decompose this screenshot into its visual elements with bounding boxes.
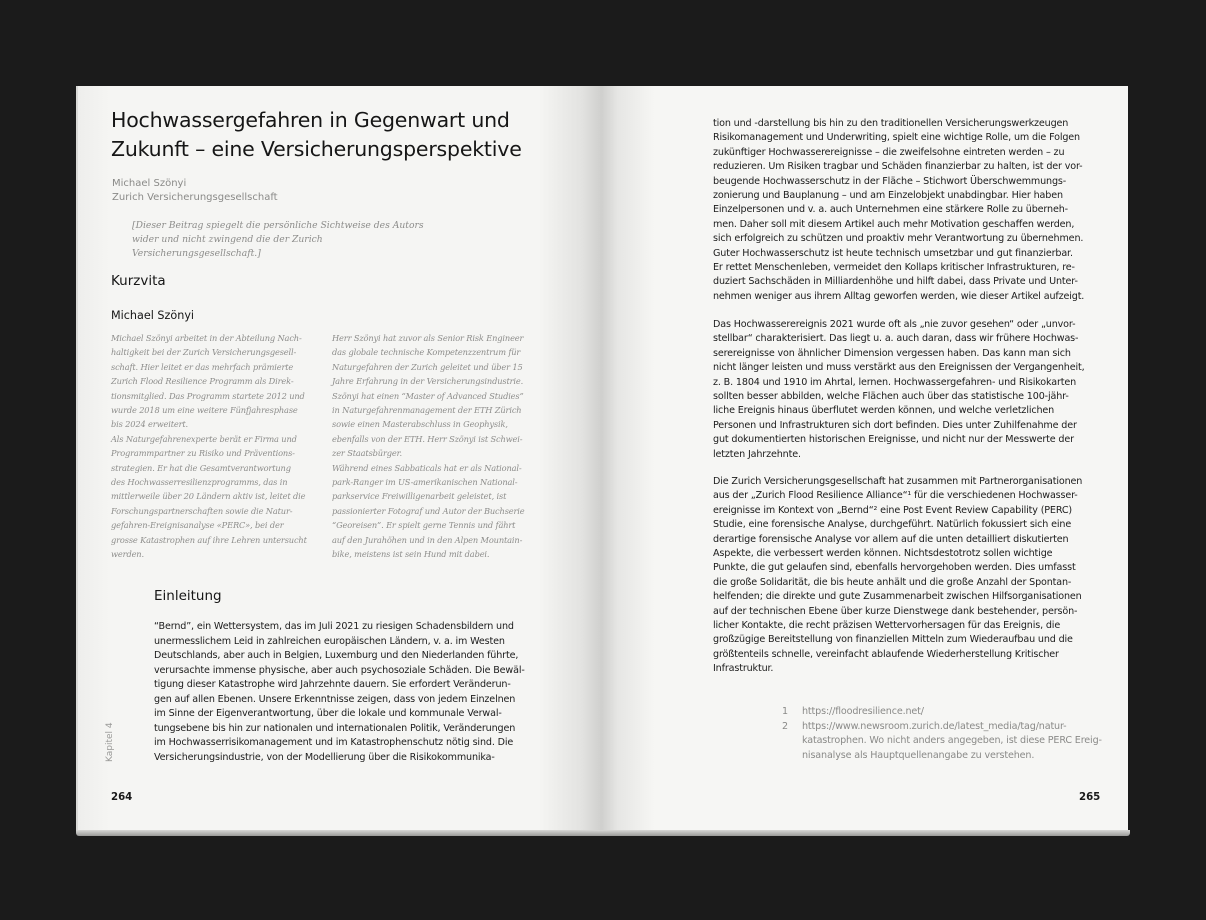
- disclaimer: [Dieser Beitrag spiegelt die persönliche Sichtweise des Autors wider und nicht zwingend die der Zurich Versicherungsgesellschaft.]: [132, 220, 424, 259]
- author-block: [112, 177, 278, 205]
- einleitung-body: “Bernd”, ein Wettersystem, das im Juli 2021 zu riesigen Schadensbildern und unermesslichem Leid in zahlreichen europäischen Ländern, v. a. im Westen Deutschlands, aber auch in Belgien, Luxemburg und den Niederlanden führte, verursachte immense physische, aber auch psychosoziale Schäden. Die Bewäl- tigung dieser Katastrophe wird Jahrzehnte dauern. Sie erfordert Veränderun- gen auf allen Ebenen. Unsere Erkenntnisse zeigen, dass von jedem Einzelnen im Sinne der Eigenverantwortung, über die lokale und kommunale Verwal- tungsebene bis hin zur nationalen und internationalen Politik, Veränderungen im Hochwasserrisikomanagement und im Katastrophenschutz nötig sind. Die Versicherungsindustrie, von der Modellierung über die Risikokommunika-: [154, 621, 525, 763]
- bio-column-1: Michael Szönyi arbeitet in der Abteilung Nach- haltigkeit bei der Zurich Versicherungsgesell- schaft. Hier leitet er das mehrfach prämierte Zurich Flood Resilience Programm als Direk- tionsmitglied. Das Programm startete 2012 und wurde 2018 um eine weitere Fünfjahresphase bis 2024 erweitert. Als Naturgefahrenexperte berät er Firma und Programmpartner zu Risiko und Präventions- strategien. Er hat die Gesamtverantwortung des Hochwasserresilienzprogramms, das in mittlerweile über 20 Ländern aktiv ist, leitet die Forschungspartnerschaften sowie die Natur- gefahren-Ereignisanalyse «PERC», bei der grosse Katastrophen auf ihre Lehren untersucht werden.: [111, 333, 307, 560]
- left-page: [76, 86, 602, 830]
- kurzvita-heading: Kurzvita: [111, 273, 166, 289]
- paragraph-2: Das Hochwasserereignis 2021 wurde oft als „nie zuvor gesehen“ oder „unvor- stellbar“ charakterisiert. Das liegt u. a. auch daran, dass wir frühere Hochwas- serereignisse von ähnlicher Dimension vergessen haben. Das kann man sich nicht länger leisten und muss verstärkt aus den Ereignissen der Vergangenheit, z. B. 1804 und 1910 im Ahrtal, lernen. Hochwassergefahren- und Risikokarten sollten besser abbilden, welche Flächen auch über das statistische 100-jähr- liche Ereignis hinaus überflutet werden können, und welche verletzlichen Personen und Infrastrukturen sich dort befinden. Dies unter Zuhilfenahme der gut dokumentierten historischen Ereignisse, und nicht nur der Messwerte der letzten Jahrzehnte.: [713, 319, 1085, 460]
- author-name: Michael Szönyi: [112, 178, 187, 189]
- page-edge: [76, 830, 1130, 836]
- article-title: Hochwassergefahren in Gegenwart und Zukunft – eine Versicherungsperspektive: [111, 108, 522, 161]
- page-number-right: 265: [1079, 792, 1101, 803]
- right-page: [602, 86, 1128, 830]
- footnote-2-text: https://www.newsroom.zurich.de/latest_media/tag/natur- katastrophen. Wo nicht anders angegeben, ist diese PERC Ereig- nisanalyse als Hauptquellenangabe zu verstehen.: [802, 721, 1102, 761]
- author-affiliation: Zurich Versicherungsgesellschaft: [112, 192, 278, 203]
- chapter-label: Kapitel 4: [105, 722, 115, 762]
- paragraph-3: Die Zurich Versicherungsgesellschaft hat zusammen mit Partnerorganisationen aus der „Zurich Flood Resilience Alliance“¹ für die verschiedenen Hochwasser- ereignisse im Kontext von „Bernd“² eine Post Event Review Capability (PERC) Studie, eine forensische Analyse, durchgeführt. Natürlich fokussiert sich eine derartige forensische Analyse vor allem auf die unten detailliert diskutierten Aspekte, die verbessert werden können. Nichtsdestotrotz sollen wichtige Punkte, die gut gelaufen sind, ebenfalls hervorgehoben werden. Dies umfasst die große Solidarität, die bis heute anhält und die große Anzahl der Spontan- helfenden; die direkte und gute Zusammenarbeit zwischen Hilfsorganisationen auf der technischen Ebene über kurze Dienstwege dank bestehender, persön- licher Kontakte, die recht präzisen Wettervorhersagen für das Ereignis, die großzügige Bereitstellung von finanziellen Mitteln zum Wiederaufbau und die größtenteils schnelle, vereinfacht ablaufende Wiederherstellung Kritischer Infrastruktur.: [713, 476, 1083, 675]
- open-book: [76, 86, 1130, 838]
- footnote-2-number: 2: [782, 721, 788, 732]
- page-number-left: 264: [111, 792, 133, 803]
- footnote-1-link: https://floodresilience.net/: [802, 706, 924, 717]
- paragraph-1: tion und -darstellung bis hin zu den traditionellen Versicherungswerkzeugen Risikomanagement und Underwriting, spielt eine wichtige Rolle, um die Folgen zukünftiger Hochwasserereignisse – die zweifelsohne eintreten werden – zu reduzieren. Um Risiken tragbar und Schäden finanzierbar zu halten, ist der vor- beugende Hochwasserschutz in der Fläche – Stichwort Überschwemmungs- zonierung und Bauplanung – und am Einzelobjekt unabdingbar. Hier haben Einzelpersonen und v. a. auch Unternehmen eine stärkere Rolle zu überneh- men. Daher soll mit diesem Artikel auch mehr Motivation geschaffen werden, sich erfolgreich zu schützen und proaktiv mehr Verantwortung zu übernehmen. Guter Hochwasserschutz ist heute technisch umsetzbar und gut finanzierbar. Er rettet Menschenleben, vermeidet den Kollaps kritischer Infrastrukturen, re- duziert Sachschäden in Milliardenhöhe und hilft dabei, dass Private und Unter- nehmen weniger aus ihrem Alltag geworfen werden, wie dieser Artikel aufzeigt.: [713, 118, 1085, 302]
- einleitung-heading: Einleitung: [154, 588, 222, 604]
- bio-name: Michael Szönyi: [111, 309, 195, 322]
- footnote-1-number: 1: [782, 706, 788, 717]
- bio-column-2: Herr Szönyi hat zuvor als Senior Risk Engineer das globale technische Kompetenzzentrum für Naturgefahren der Zurich geleitet und über 15 Jahre Erfahrung in der Versicherungsindustrie. Szönyi hat einen “Master of Advanced Studies” in Naturgefahrenmanagement der ETH Zürich sowie einen Masterabschluss in Geophysik, ebenfalls von der ETH. Herr Szönyi ist Schwei- zer Staatsbürger. Während eines Sabbaticals hat er als National- park-Ranger im US-amerikanischen National- parkservice Freiwilligenarbeit geleistet, ist passionierter Fotograf und Autor der Buchserie “Georeisen”. Er spielt gerne Tennis und fährt auf den Jurahöhen und in den Alpen Mountain- bike, meistens ist sein Hund mit dabei.: [332, 333, 525, 560]
